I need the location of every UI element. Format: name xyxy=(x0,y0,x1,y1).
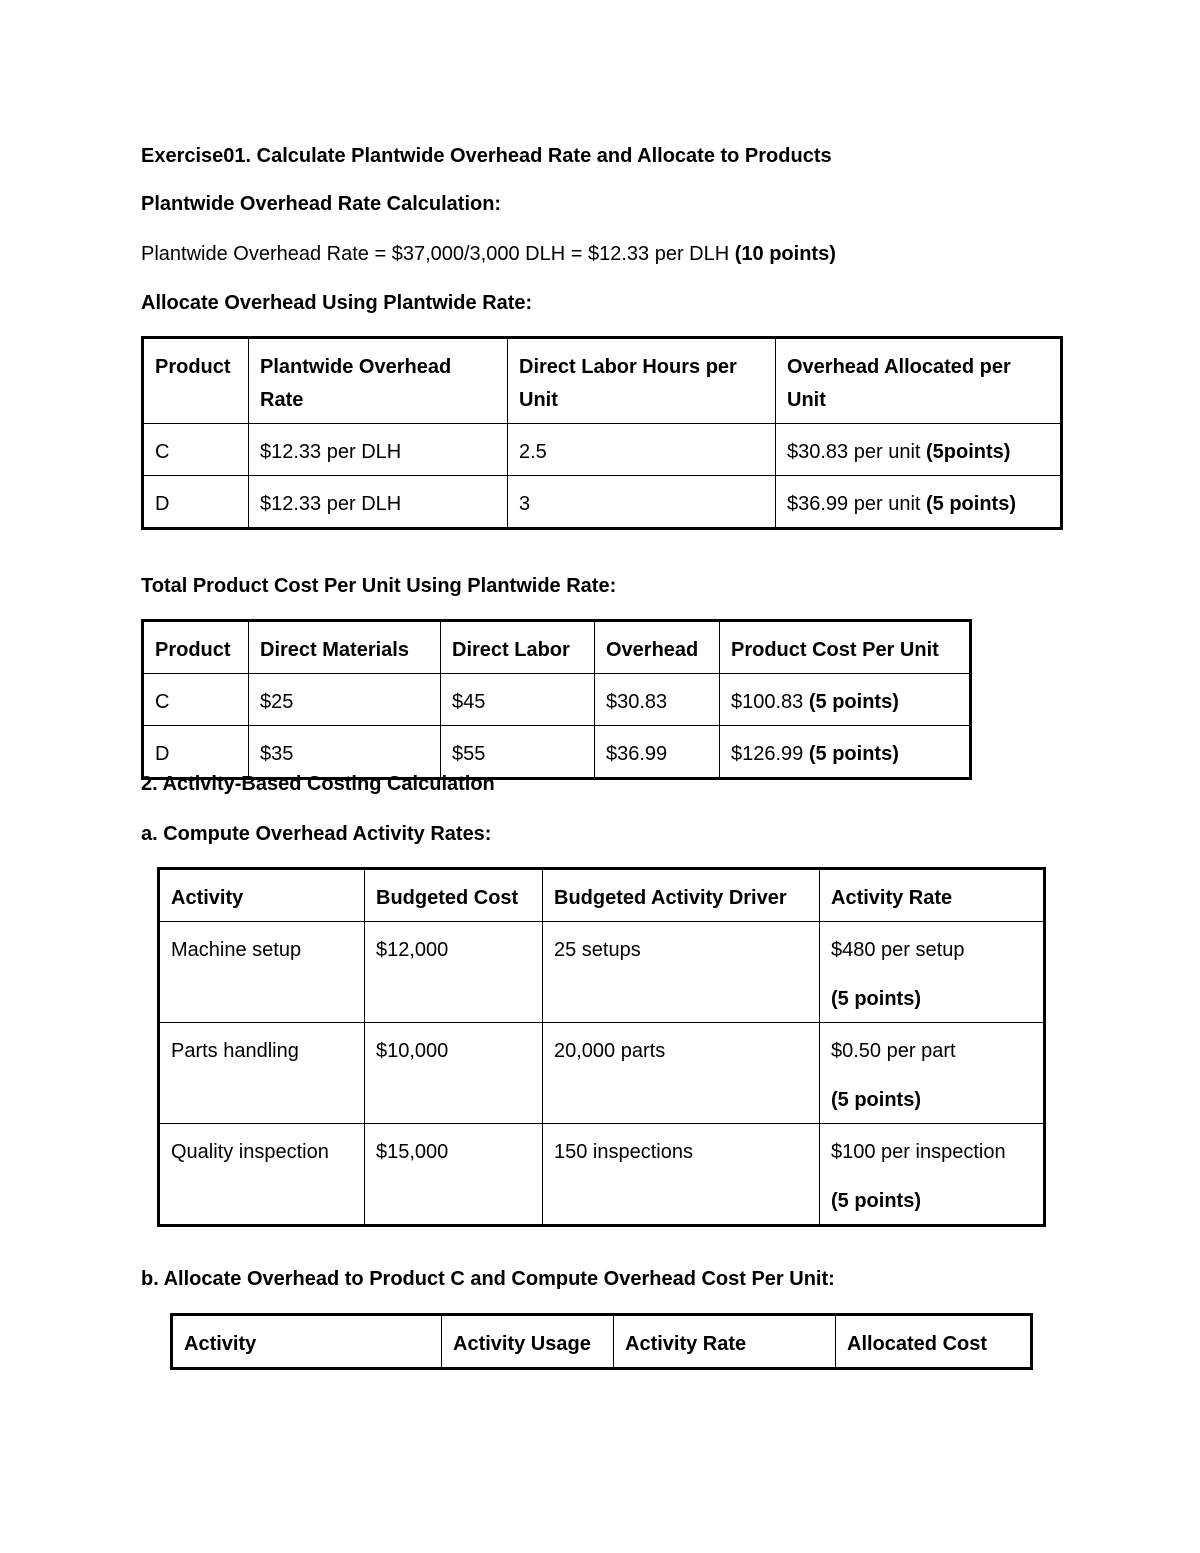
activity-cell: Parts handling xyxy=(159,1023,365,1124)
allocate-overhead-heading: Allocate Overhead Using Plantwide Rate: xyxy=(141,292,533,314)
table-row xyxy=(159,1023,1045,1124)
cost-value: $126.99 xyxy=(731,743,809,765)
driver-cell: 25 setups xyxy=(543,922,820,1023)
points-label: (5 points) xyxy=(926,493,1016,515)
overhead-cell: $30.83 xyxy=(595,674,720,726)
table-header-row xyxy=(159,869,1045,922)
points-label: (5 points) xyxy=(808,691,899,713)
points-label: (5points) xyxy=(926,441,1011,463)
allocated-cell xyxy=(776,476,1062,529)
product-cell: D xyxy=(143,726,249,779)
document-title: Exercise01. Calculate Plantwide Overhead Rate and Allocate to Products xyxy=(141,145,832,167)
activity-rate-value: $0.50 per part xyxy=(831,1040,956,1062)
materials-cell: $25 xyxy=(249,674,441,726)
header-cell: Overhead Allocated per Unit xyxy=(776,338,1062,424)
header-cell: Plantwide Overhead Rate xyxy=(249,338,508,424)
activity-cell: Machine setup xyxy=(159,922,365,1023)
activity-rate-value: $480 per setup xyxy=(831,939,965,961)
hours-cell: 2.5 xyxy=(508,424,776,476)
cost-value: $100.83 xyxy=(731,691,809,713)
activity-rates-table xyxy=(157,867,1046,1227)
labor-cell: $55 xyxy=(441,726,595,779)
header-cell: Overhead xyxy=(595,621,720,674)
header-cell: Activity Usage xyxy=(442,1315,614,1369)
plantwide-allocation-table xyxy=(141,336,1063,530)
allocated-cell xyxy=(776,424,1062,476)
budgeted-cost-cell: $12,000 xyxy=(365,922,543,1023)
driver-cell: 150 inspections xyxy=(543,1124,820,1226)
table-row xyxy=(143,726,971,779)
abc-heading: 2. Activity-Based Costing Calculation xyxy=(141,773,495,795)
activity-rate-value: $100 per inspection xyxy=(831,1141,1006,1163)
driver-cell: 20,000 parts xyxy=(543,1023,820,1124)
product-cell: D xyxy=(143,476,249,529)
cost-cell xyxy=(720,674,971,726)
header-cell: Direct Labor xyxy=(441,621,595,674)
abc-subheading-a: a. Compute Overhead Activity Rates: xyxy=(141,823,492,845)
labor-cell: $45 xyxy=(441,674,595,726)
overhead-cell: $36.99 xyxy=(595,726,720,779)
budgeted-cost-cell: $10,000 xyxy=(365,1023,543,1124)
product-cost-table xyxy=(141,619,972,780)
allocated-value: $36.99 per unit xyxy=(787,493,926,515)
points-label: (5 points) xyxy=(808,743,899,765)
header-cell: Budgeted Cost xyxy=(365,869,543,922)
materials-cell: $35 xyxy=(249,726,441,779)
product-cell: C xyxy=(143,424,249,476)
formula-points: (10 points) xyxy=(734,243,836,265)
total-cost-heading: Total Product Cost Per Unit Using Plantwide Rate: xyxy=(141,575,617,597)
activity-cell: Quality inspection xyxy=(159,1124,365,1226)
table-header-row xyxy=(143,338,1062,424)
table-row xyxy=(143,424,1062,476)
product-c-allocation-table xyxy=(170,1313,1033,1370)
plantwide-rate-heading: Plantwide Overhead Rate Calculation: xyxy=(141,193,502,215)
budgeted-cost-cell: $15,000 xyxy=(365,1124,543,1226)
cost-cell xyxy=(720,726,971,779)
activity-rate-cell xyxy=(820,1124,1045,1226)
rate-cell: $12.33 per DLH xyxy=(249,424,508,476)
activity-rate-cell xyxy=(820,922,1045,1023)
header-cell: Allocated Cost xyxy=(836,1315,1032,1369)
table-row xyxy=(159,1124,1045,1226)
header-cell: Budgeted Activity Driver xyxy=(543,869,820,922)
formula-text: Plantwide Overhead Rate = $37,000/3,000 DLH = $12.33 per DLH xyxy=(141,243,735,265)
table-header-row xyxy=(143,621,971,674)
table-row xyxy=(159,922,1045,1023)
header-cell: Direct Labor Hours per Unit xyxy=(508,338,776,424)
header-cell: Activity Rate xyxy=(820,869,1045,922)
header-cell: Product xyxy=(143,338,249,424)
header-cell: Activity xyxy=(172,1315,442,1369)
rate-cell: $12.33 per DLH xyxy=(249,476,508,529)
header-cell: Product xyxy=(143,621,249,674)
allocated-value: $30.83 per unit xyxy=(787,441,926,463)
activity-rate-cell xyxy=(820,1023,1045,1124)
product-cell: C xyxy=(143,674,249,726)
hours-cell: 3 xyxy=(508,476,776,529)
plantwide-rate-formula xyxy=(141,242,836,267)
table-row xyxy=(143,476,1062,529)
table-row xyxy=(143,674,971,726)
header-cell: Direct Materials xyxy=(249,621,441,674)
points-label: (5 points) xyxy=(831,1089,921,1111)
header-cell: Product Cost Per Unit xyxy=(720,621,971,674)
header-cell: Activity Rate xyxy=(614,1315,836,1369)
points-label: (5 points) xyxy=(831,988,921,1010)
abc-subheading-b: b. Allocate Overhead to Product C and Compute Overhead Cost Per Unit: xyxy=(141,1268,835,1290)
table-header-row xyxy=(172,1315,1032,1369)
points-label: (5 points) xyxy=(831,1190,921,1212)
header-cell: Activity xyxy=(159,869,365,922)
